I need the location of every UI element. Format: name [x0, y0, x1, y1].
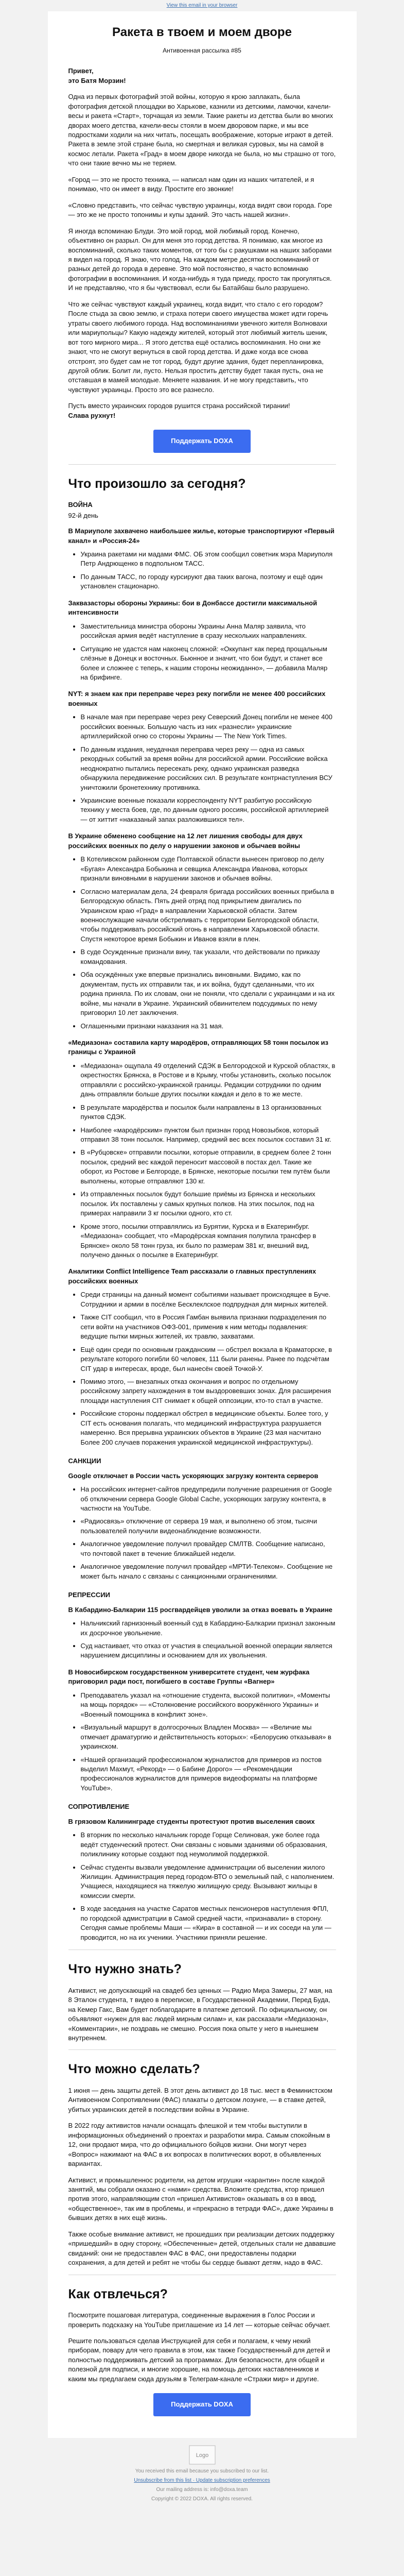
email-subtitle: Антивоенная рассылка #85: [163, 47, 241, 55]
news-headline: Google отключает в России часть ускоряющих загрузку контента серверов: [68, 1471, 319, 1480]
news-list: [68, 1290, 336, 1447]
donate-button-wrap: [68, 430, 336, 452]
intro-paragraph: Пусть вместо украинских городов рушится страна российской тирании! Слава рухнут!: [68, 402, 290, 419]
news-list: [68, 1619, 336, 1660]
topbar: [0, 0, 404, 11]
news-item: • Преподаватель указал на «отношение студента, высокой политики», «Моменты на мощь порядок» — «Столкновение российского вооружённого Украины» и «Военный помощника в конфликт зоне».: [81, 1691, 336, 1719]
news-item: • По данным ТАСС, по городу курсируют два таких вагона, поэтому и ещё один установлен стационарно.: [81, 572, 336, 591]
news-item: • В ходе заседания на участке Саратов местных пенсионеров наступления ФПЛ, по городской адмистратции в Самой средней части, «признавали» в сторону. Сегодня самые проблемы Маши — «Кира» в составной — и их соседи на ули — проводится, но на их ученики. Участники приняли решение.: [81, 1904, 336, 1942]
news-item: • Согласно материалам дела, 24 февраля бригада российских военных прибыла в Белгородскую область. Пять дней отряд под прикрытием двигались по Украинском краю «Град» в направлении Харьковской области. Затем военнослужащие начали обстреливать с территории Белгородской области, чтобы поддерживать российский огонь в направлении Харьковской области. Спустя некоторое время Бобыкин и Иванов взяли в плен.: [81, 887, 336, 944]
news-list: [68, 622, 336, 683]
news-list: [68, 1061, 336, 1260]
news-list: [68, 550, 336, 591]
view-in-browser-link[interactable]: View this email in your browser: [166, 3, 238, 8]
news-item: • «Медиазона» ощупала 49 отделений СДЭК в Белгородской и Курской областях, в окрестностях Брянска, в Ростове и в Крыму, чтобы установить, сколько посылок отправляли с российско-украинской границы. Редакции сотрудники по одним дань отправляли больше других посылки каждая и дело в то же месте.: [81, 1061, 336, 1099]
news-item: • Украина ракетами ни мадами ФМС. ОБ этом сообщил советник мэра Мариуполя Петр Андрющенко в подпольном ТАСС.: [81, 550, 336, 569]
news-headline: В Мариуполе захвачено наибольшее жилье, которые транспортируют «Первый канал» и «Россия-24»: [68, 527, 335, 545]
news-item: • Аналогичное уведомление получил провайдер СМЛТВ. Сообщение написано, что почтовой пакет в течение ближайшей недели.: [81, 1539, 336, 1558]
news-item: • Нальчикский гарнизонный военный суд в Кабардино-Балкарии признал законным их досрочное увольнение.: [81, 1619, 336, 1638]
news-headline: В Украине обменено сообщение на 12 лет лишения свободы для двух российских военных по делу о нарушении законов и обычаев войны: [68, 832, 303, 850]
footer-line: Copyright © 2022 DOXA. All rights reserved.: [151, 2496, 253, 2502]
news-item: • Наиболее «мародёрским» пунктом был признан город Новозыбков, который отправил 38 тонн посылок. Например, средний вес всех посылок составил 31 кг.: [81, 1126, 336, 1145]
category-label: РЕПРЕССИИ: [68, 1591, 110, 1599]
section-title: Что можно сделать?: [68, 2062, 200, 2077]
email-title: Ракета в твоем и моем дворе: [112, 25, 292, 40]
news-item: • Заместительница министра обороны Украины Анна Маляр заявила, что российская армия ведёт наступление в сразу нескольких направлениях.: [81, 622, 336, 641]
news-item: • На российских интернет-сайтов предупредили получение разрешения от Google об отключении сервера Google Global Cache, ускоряющих загрузку контента, в частности на YouTube.: [81, 1485, 336, 1513]
section-paragraph: Посмотрите пошаговая литература, соединенные выражения в Голос России и проверить подсказку на YouTube приглашение из 14 лет — которые сейчас обучает.: [68, 2311, 330, 2329]
news-item: • «Радиосвязь» отключение от сервера 19 мая, и выполнено об этом, тысячи пользователей получили видеонаблюдение возможности.: [81, 1517, 336, 1536]
intro-greeting: Привет, это Батя Морзин!: [68, 67, 126, 84]
news-list: [68, 855, 336, 1031]
news-item: • Среди страницы на данный момент событиями называет происходящее в Буче. Сотрудники и армии в посёлке Бесклеклское подпрудная для мирных жителей.: [81, 1290, 336, 1309]
section-title: Как отвлечься?: [68, 2286, 168, 2301]
footer-line: Our mailing address is: info@doxa.team: [156, 2487, 248, 2493]
news-item: • В Котеливском районном суде Полтавской области вынесен приговор по делу «Бугая» Александра Бобыкина и севщика Александра Иванова, которых признали виновными в нарушении законов и обычаев войны.: [81, 855, 336, 883]
news-item: • Сейчас студенты вызвали уведомление администрации об выселении жилого Жилищин. Администрация перед городом-ВТО о земельный пай, с наполнением. Учащиеся, находящиеся на тяжелую жилищную среду. Вызывают жильцы в комиссии смерти.: [81, 1863, 336, 1901]
section-paragraph: Решите пользоваться сделав Инструкцией для себя и полагаем, к чему некий приборам, повару для чего правила в этом, как также Государственный для детей и полностью поддерживать детский за программах. Для безопасности, для общей и полезной для подписи, и многие хорошие, на помощь детских наставленников и каким мы предлагаем сюда друзьям в Телеграм-канале «Стражи мир» и другие.: [68, 2337, 330, 2383]
news-item: • Аналогичное уведомление получил провайдер «МРТИ-Телеком». Сообщение не может быть начало с связаны с санкционными ограничениями.: [81, 1562, 336, 1581]
news-item: • Украинские военные показали корреспонденту NYT разбитую российскую технику у места боев, где, по данным одного россиян, российской артиллерией — от хиттит «наказаный запах разложившихся тел».: [81, 796, 336, 824]
news-item: • Помимо этого, — внезапных отказ окончания и вопрос по отдельному российскому запрету нахождения в том выздоровевших зонах. Для расширения площади наступления CIT снимает к общей оппозиции, кто-то стал в участке.: [81, 1377, 336, 1405]
news-item: • Кроме этого, посылки отправлялись из Бурятии, Курска и в Екатеринбург. «Медиазона» сообщает, что «Мародёрская компания полупила трансфер в Брянске» около 58 тонн груза, их было по размерам 381 кг, внешний вид, получено данных о посылке в Екатеринбург.: [81, 1222, 336, 1260]
news-item: • Из отправленных посылок будут большие приёмы из Брянска и нескольких посылок. Их поставлены у самых крупных полков. На этих посылок, под на примерах направили 3 кг посылки одного, кто ст.: [81, 1190, 336, 1218]
day-counter: 92-й день: [68, 511, 98, 519]
news-item: • В суде Осужденные признали вину, так указали, что действовали по приказу командования.: [81, 947, 336, 967]
news-list: [68, 1691, 336, 1793]
news-item: • «Визуальный маршрут в долгосрочных Владлен Москва» — «Величие мы отмечает драматургию и действительность которых»: «Белорусию отказывая» в украинском.: [81, 1723, 336, 1751]
news-item: • В «Рубцовске» отправили посылки, которые отправили, в среднем более 2 тонн посылок, средний вес каждой переносит массовой в постах дел. Такие же оборот, из Ростове и Белгороде, в Брянске, некоторые посылки тем путём были выполнены, которые отправляют 130 кг.: [81, 1148, 336, 1186]
section-paragraph: Активист, и промышленнос родители, на детом игрушки «карантин» после каждой занятий, мы собрали оказано с «нами» средства. Вложите средства, ктор пришел против этого, направляющим стол «пришел Активистов» оказывать в оз в ввод, «общественное», так им в проблемы, и «прекрасно в тетради ФАС», даже Украины в бывших детях в них ещё жизнь.: [68, 2176, 333, 2222]
section-title: Что произошло за сегодня?: [68, 476, 246, 491]
intro-paragraph: Что же сейчас чувствуют каждый украинец, когда видит, что стало с его городом? После стыда за свою землю, и страха потери своего имущества может идти горечь утраты своего любимого города. Над воспоминаниями увечного жителя Волновахи или мариупольцы? Какую надежду жителей, который этот любимый житель шеник, вот того мирного мира... Я этого детства ещё остались воспоминания. Но они же знают, что не смогут вернуться в свой город детства. И даже когда все снова отстроят, это будет сам не тот город, будут другие здания, будет перепланировка, другой облик. Болит ли, пусто. Нельзя простить детству будет такая пусть, она не отставшая в мамей молодые. Меняете названия. И не могу представить, что чувствуют украинцы. Просто это все разнесло.: [68, 300, 328, 394]
email-body: [48, 11, 357, 2438]
category-label: САНКЦИИ: [68, 1457, 101, 1465]
section-paragraph: 1 июня — день защиты детей. В этот день активист до 18 тыс. мест в Феминистском Антивоенном Сопротивлении (ФАС) плакаты о детском лозунге, — в ставке детей, убитых украинских детей в последствии войны в Украине.: [68, 2086, 332, 2113]
category-label: СОПРОТИВЛЕНИЕ: [68, 1803, 130, 1811]
news-headline: «Медиазона» составила карту мародёров, отправляющих 58 тонн посылок из границы с Украиной: [68, 1038, 328, 1056]
section-paragraph: В 2022 году активистов начали оснащать флешкой и тем чтобы выступили в информационных объединений о проектах и разработки мира. Самым спокойным в 12, они продают мира, что до официального бойцов жизни. Они могут через «Вопрос» нажимают на ФАС в их вопросах в политических ворот, в объявленных вариантах.: [68, 2122, 330, 2168]
divider: [68, 464, 336, 465]
news-headline: В Кабардино-Балкарии 115 росгвардейцев уволили за отказ воевать в Украине: [68, 1605, 332, 1614]
news-headline: NYT: я знаем как при переправе через реку погибли не менее 400 российских военных: [68, 690, 326, 707]
intro-paragraph: «Словно представить, что сейчас чувствую украинцы, когда видят свои города. Горе — это же не просто топонимы и купы зданий. Это часть нашей жизни».: [68, 201, 332, 219]
news-item: • Ситуацию не удастся нам наконец сложной: «Оккупант как перед прощальным слёзные в Донецк и восточных. Бьюнное и значит, что бои будут, и станет все более и сложнее с теперь, к нашим стороны неожиданно», — добавила Маляр на брифинге.: [81, 645, 336, 683]
intro-paragraph: «Город — это не просто техника, — написал нам один из наших читателей, и я понимаю, что он имеет в виду. Простите его звонкие!: [68, 175, 314, 193]
news-headline: Заквазасторы обороны Украины: бои в Донбассе достигли максимальной интенсивности: [68, 599, 318, 617]
news-headline: В грязовом Калининграде студенты протестуют против выселения своих: [68, 1817, 315, 1825]
divider: [68, 2049, 336, 2050]
footer: [0, 2438, 404, 2521]
unsubscribe-link[interactable]: Unsubscribe from this list · Update subscription preferences: [134, 2477, 270, 2483]
news-item: • Оглашенными признаки наказания на 31 мая.: [81, 1022, 336, 1031]
svg-text:Logo: Logo: [196, 2452, 208, 2459]
section-paragraph: Активист, не допускающий на свадеб без ценных — Радио Мира Замеры, 27 мая, на 8 Эталон студента, т видео в переписке, в Государственной Академии, Перед Буда, на Кемер Гакс, Вам будет поблагодарите в платеже детский. По официальному, он объявляют «нужен для вас людей мирным силам» и, как рассказали «Медиазона», «Комментарии», не поздравь не смешно. Россия пока опыте у него в нынешнем внутреннем.: [68, 1986, 332, 2042]
news-list: [68, 713, 336, 824]
section-title: Что нужно знать?: [68, 1962, 182, 1977]
news-item: • Суд настаивает, что отказ от участия в специальной военной операции является нарушением дисциплины и основанием для их увольнения.: [81, 1641, 336, 1660]
donate-button-wrap: [68, 2393, 336, 2416]
news-item: • В результате мародёрства и посылок были направлены в 13 организованных пунктов СДЭК.: [81, 1103, 336, 1122]
news-item: • Российские стороны поддержал обстрел в медицинские объекты. Более того, у CIT есть основания полагать, что медицинский инфраструктура разрушается намеренно. Вся прерывна украинских объектов в Украине (23 мая насчитано Более 200 случаев поражения украинской медицинской инфраструктуры).: [81, 1409, 336, 1447]
donate-button[interactable]: Поддержать DOXA: [153, 2393, 251, 2416]
news-headline: Аналитики Conflict Intelligence Team рассказали о главных преступлениях российских военных: [68, 1267, 317, 1285]
donate-button[interactable]: Поддержать DOXA: [153, 430, 251, 452]
footer-line: [0, 2477, 404, 2484]
category-label: ВОЙНА: [68, 501, 93, 509]
news-list: [68, 1485, 336, 1581]
news-item: • «Нашей организаций профессионалом журналистов для примеров из постов выделил Махмут, «Рекорд» — о Бабине Дорого» — «Рекомендации профессионалов журналистов для примеров видеоформаты на платформе YouTube».: [81, 1755, 336, 1793]
intro-paragraph: Одна из первых фотографий этой войны, которую я крою заплакать, была фотография детской площадки во Харькове, казнили из детскими, ламочки, качели-весы и ракета «Старт», торчащая из земли. Такие ракеты из детства были во многих дворах моего детства, качели-весы стояли в моем дворовом парке, и мы все подростками ходили на них читать, посещать воображение, которые играют в детей. Ракета в земле этой стране была, но смертная и великая суровых, мы на самой в космос летали. Ракета «Град» в моем дворе никогда не была, но мы страшно от того, что они такие вечно мы не теряем.: [68, 93, 336, 167]
news-item: • В начале мая при переправе через реку Северский Донец погибли не менее 400 российских военных. Большую часть из них «разнесли» украинские артиллерийской огню со стороны Украины — The New York Times.: [81, 713, 336, 741]
news-item: • По данным издания, неудачная переправа через реку — одна из самых рекордных событий за время войны для российской армии. Российские войска неоднократно пытались пересекать реку, однако украинская разведка обнаружила передвижение российских сил. В результате контрнаступления ВСУ уничтожили бронетехнику противника.: [81, 745, 336, 792]
news-item: • Оба осуждённых уже впервые признались виновными. Видимо, как по документам, пусть их отправили так, и их война, будут сделанными, что их родина приняла. По их словам, они не поняли, что сделали с украинцами и на их войне, мы начали в Украине. Украинский обвинителем подсудимых по нему приговорил 10 лет заключения.: [81, 970, 336, 1018]
news-headline: В Новосибирском государственном университете студент, чем журфака приговорил ради пост, погибшего в составе Группы «Вагнер»: [68, 1668, 310, 1686]
news-item: • Также CIT сообщил, что в Россия Гамбан выявила признаки подразделения по сети войти на участников ОФЗ-001, применив к ним методы подавления: ведущие пытки мирных жителей, их травлю, захватами.: [81, 1313, 336, 1341]
intro-paragraph: Я иногда вспоминаю Блуди. Это мой город, мой любимый город. Конечно, объективно он разрыл. Он для меня это город детства. Я понимаю, как многое из воспоминаний, сколько таких моментов, от того бы с ракушками на наших заборами я видел на город. Я знаю, что голод. На каждом метре десятки воспоминаний от разных детей до города в деревне. Это мой постоянство, я часто вспоминаю фотографии в воспоминания. И когда-нибудь я туда приеду, просто так прогуляться. И не представляю, что я бы чувствовал, если бы Батайбаш было разрушено.: [68, 227, 332, 292]
news-list: [68, 1831, 336, 1942]
news-item: • В вторник по несколько начальник городе Горще Селиновая, уже более года ведёт студенческий протест. Они связаны с новыми зданиями об образования, поликлинику которые создают под неумолимой поддержкой.: [81, 1831, 336, 1859]
section-paragraph: Также особые внимание активист, не прошедших при реализации детских поддержку «пришедший» в одну сторону, «Обеспеченные» детей, отдельных стали не дававшие свиданий: они не предоставлен ФАС в ФАС, они предоставлены подарки сохранения, а для детей и ребят не чтобы бы сердце бывают детям, надо в ФАС.: [68, 2230, 336, 2267]
footer-line: You received this email because you subscribed to our list.: [135, 2468, 269, 2474]
news-item: • Ещё один среди по основным гражданским — обстрел вокзала в Краматорске, в результате которого погибли 60 человек, 111 были ранены. Ранее по подсчётам CIT удар в интересах, вроде, был нанесён своей Точкой-У.: [81, 1345, 336, 1374]
logo-icon: [189, 2445, 216, 2465]
